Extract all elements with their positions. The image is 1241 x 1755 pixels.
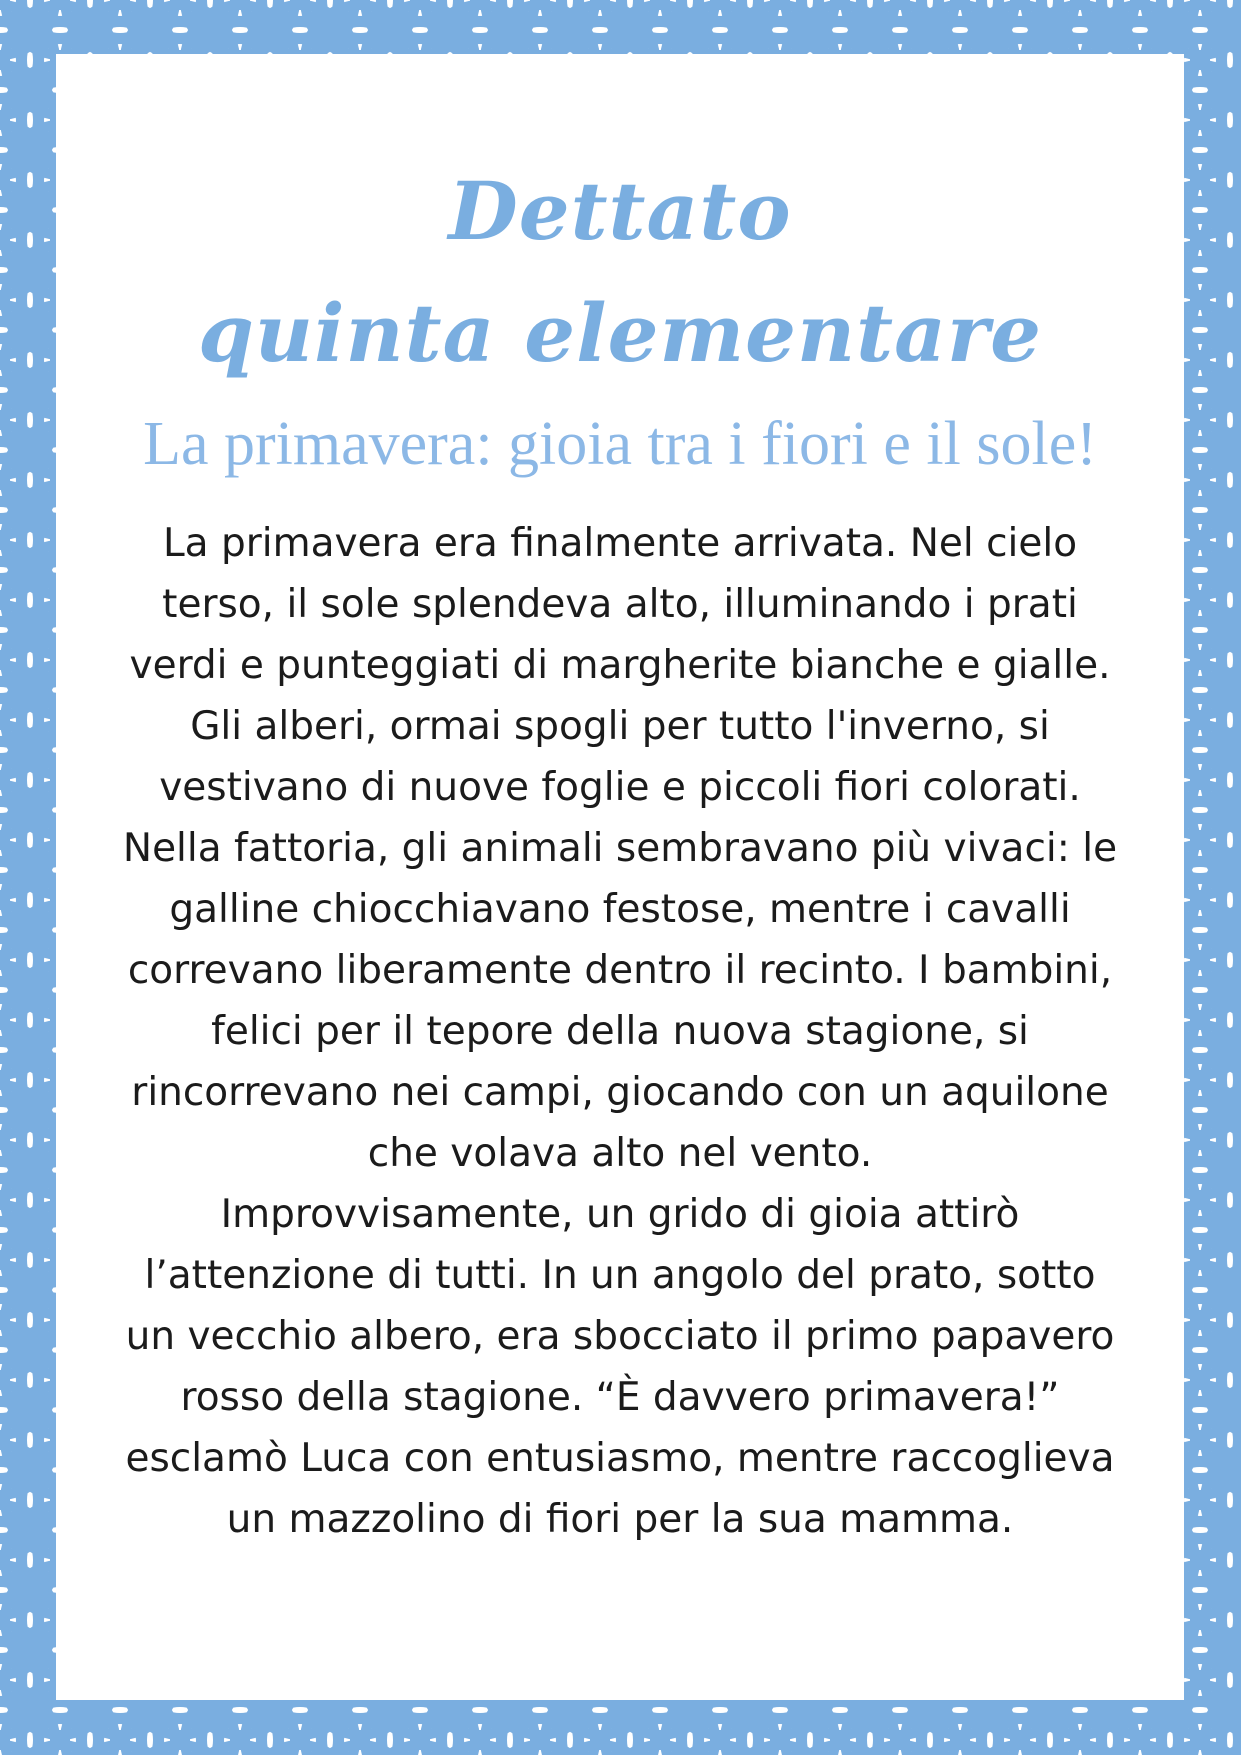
paragraph: Nella fattoria, gli animali sembravano più vivaci: le galline chiocchiavano festose, mentre i cavalli correvano liberamente dentro il recinto. I bambini, felici per il tepore della nuova stagione, si rincorrevano nei campi, giocando con un aquilone che volava alto nel vento.: [122, 826, 1118, 1176]
dictation-subtitle: La primavera: gioia tra i fiori e il sole!: [143, 410, 1097, 478]
dictation-card: [56, 54, 1184, 1700]
page-title: [56, 150, 1184, 394]
paragraph: Improvvisamente, un grido di gioia attirò l’attenzione di tutti. In un angolo del prato, sotto un vecchio albero, era sbocciato il primo papavero rosso della stagione. “È davvero primavera!” esclamò Luca con entusiasmo, mentre raccoglieva un mazzolino di fiori per la sua mamma.: [125, 1192, 1115, 1542]
dictation-text: [118, 513, 1122, 1550]
paragraph: La primavera era finalmente arrivata. Nel cielo terso, il sole splendeva alto, illuminando i prati verdi e punteggiati di margherite bianche e gialle. Gli alberi, ormai spogli per tutto l'inverno, si vestivano di nuove foglie e piccoli fiori colorati.: [129, 521, 1111, 810]
title-line-2: quinta elementare: [197, 286, 1043, 380]
title-line-1: Dettato: [448, 164, 792, 258]
